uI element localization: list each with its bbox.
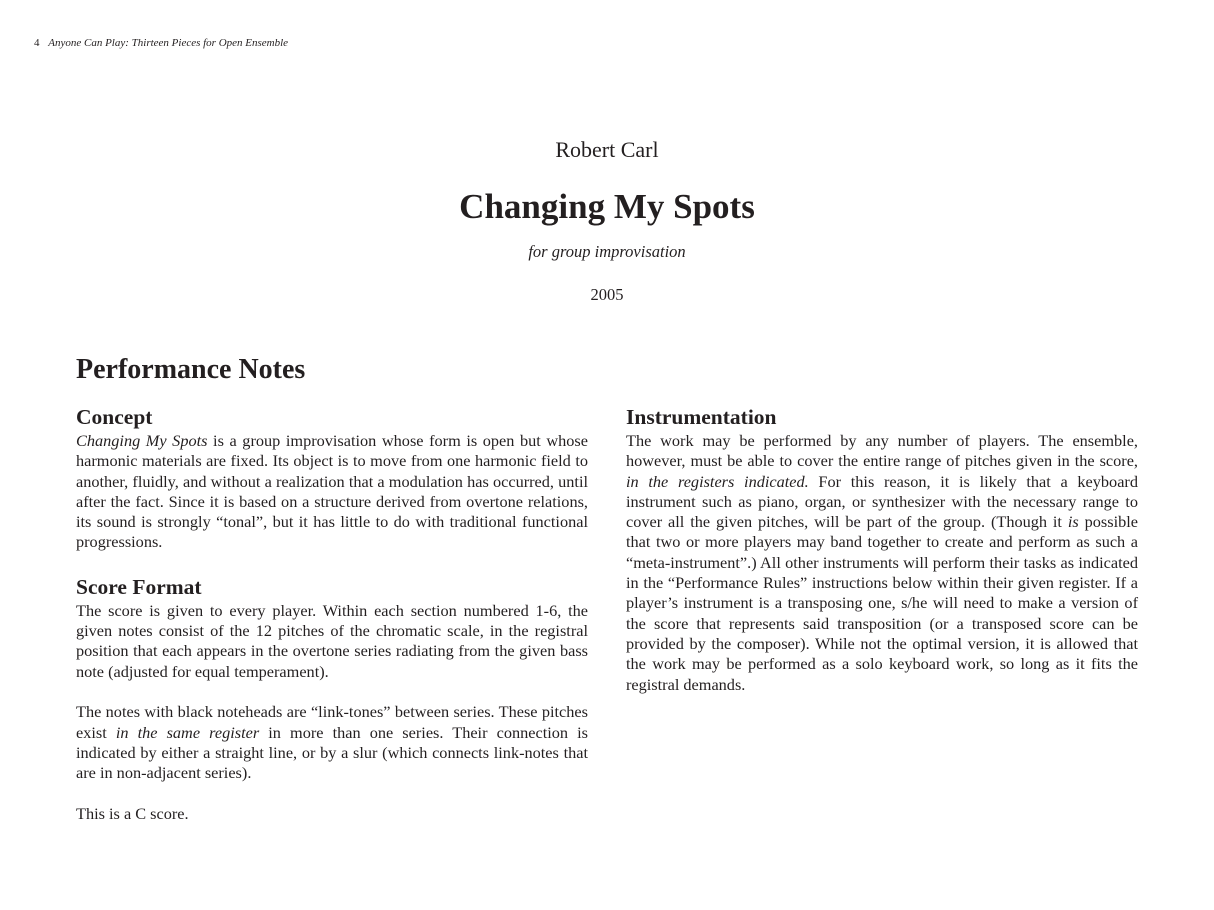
score-format-paragraph-3: This is a C score.: [76, 803, 189, 823]
concept-text: is a group improvisation whose form is open but whose harmonic materials are fixed. Its object is to move from one harmonic field to another, fluidly, and without a realization that a modulation has occurred, until after the fact. Since it is based on a structure derived from overtone relations, its sound is strongly “tonal”, but it has little to do with traditional functional progressions.: [76, 431, 588, 552]
score-format-p2-emphasis: in the same register: [115, 722, 260, 742]
score-format-paragraph-1: The score is given to every player. Within each section numbered 1-6, the given notes consist of the 12 pitches of the chromatic scale, in the registral position that each appears in the overtone series radiating from the given bass note (adjusted for equal temperament).: [76, 600, 588, 681]
score-format-heading: Score Format: [76, 574, 202, 599]
instrumentation-text-b: For this reason, it is likely that a keyboard instrument such as piano, organ, or synthesizer with the necessary range to cover all the given pitches, will be part of the group. (Though it: [626, 471, 1138, 532]
instrumentation-emphasis-2: is: [1067, 512, 1079, 532]
score-format-p2-text-a: The notes with black noteheads are “link-tones” between series. These pitches exist: [76, 702, 588, 742]
piece-subtitle: for group improvisation: [528, 242, 686, 261]
concept-work-title: Changing My Spots: [76, 431, 208, 450]
instrumentation-text-a: The work may be performed by any number of players. The ensemble, however, must be able to cover the entire range of pitches given in the score,: [626, 431, 1138, 471]
composer-name: Robert Carl: [555, 137, 659, 162]
left-column: [76, 403, 588, 824]
piece-title: Changing My Spots: [459, 187, 755, 226]
composition-year: 2005: [590, 285, 624, 304]
book-title: Anyone Can Play: Thirteen Pieces for Open Ensemble: [48, 37, 289, 49]
running-head: [34, 36, 288, 50]
instrumentation-heading: Instrumentation: [626, 405, 777, 429]
score-format-p2-text-b: in more than one series. Their connection is indicated by either a straight line, or by a slur (which connects link-notes that are in non-adjacent series).: [76, 722, 588, 783]
concept-paragraph: [76, 431, 588, 553]
score-format-paragraph-2: [76, 702, 588, 783]
performance-notes-heading: Performance Notes: [76, 354, 306, 385]
right-column: [626, 403, 1138, 695]
instrumentation-paragraph: [626, 431, 1138, 695]
instrumentation-text-c: possible that two or more players may band together to create and perform as such a “meta-instrument”.) All other instruments will perform their tasks as indicated in the “Performance Rules” instructions below within their given register. If a player’s instrument is a transposing one, s/he will need to make a version of the score that represents said transposition (or a transposed score can be provided by the composer). While not the optimal version, it is allowed that the work may be performed as a solo keyboard work, so long as it fits the registral demands.: [626, 512, 1138, 694]
page-number: 4: [34, 37, 40, 49]
instrumentation-emphasis-1: in the registers indicated.: [626, 471, 809, 491]
concept-heading: Concept: [76, 405, 153, 429]
